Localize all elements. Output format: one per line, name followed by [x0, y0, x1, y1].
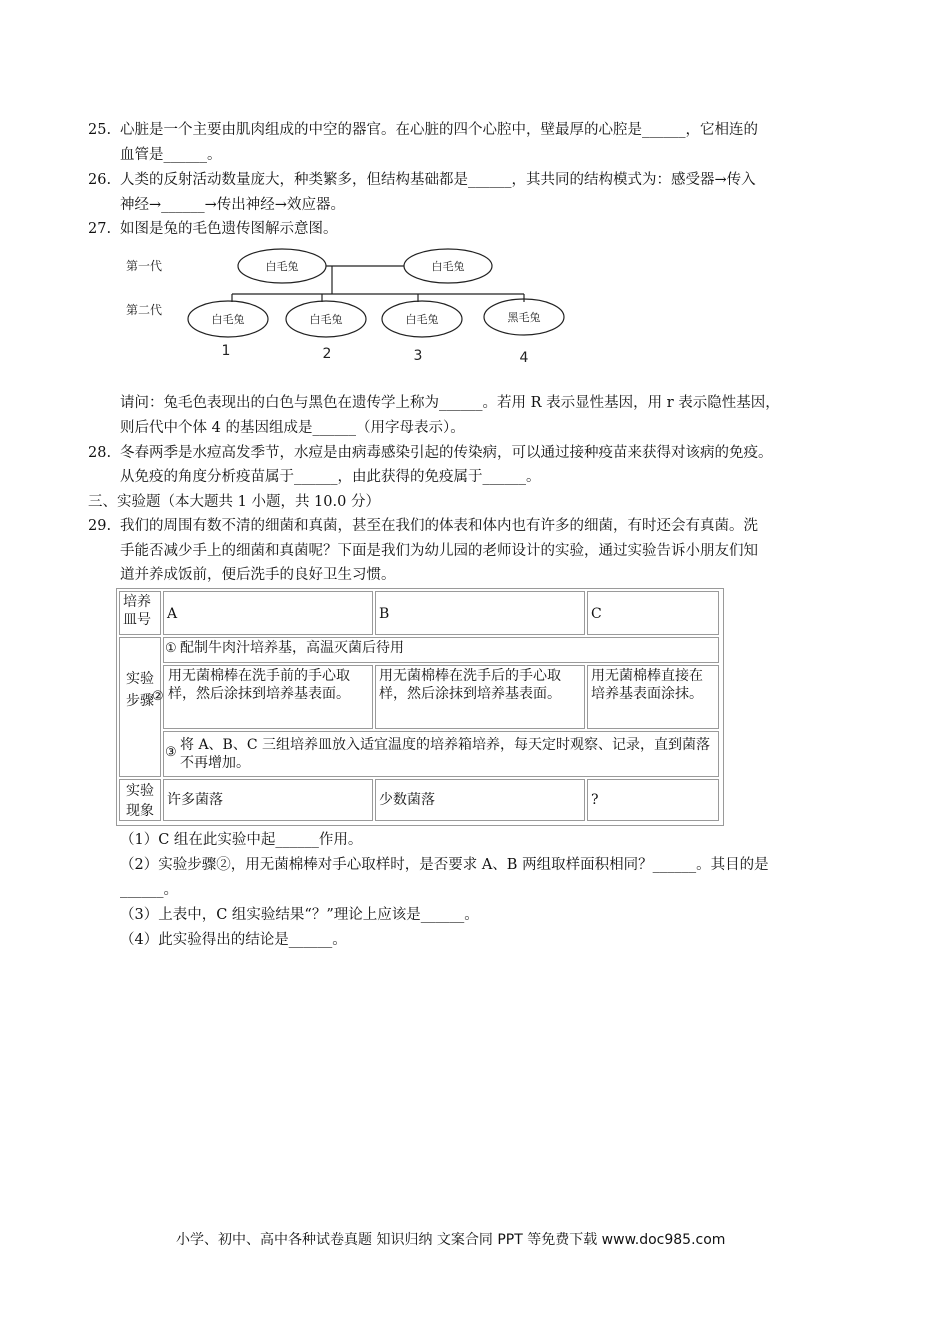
- table-result-label: 实验现象: [119, 779, 161, 821]
- table-step-1: [163, 637, 719, 663]
- question-27-line-3: 则后代中个体 4 的基因组成是______（用字母表示）。: [120, 420, 465, 436]
- question-29-number: 29.: [88, 518, 112, 534]
- child-3-label: 白毛兔: [405, 313, 439, 326]
- section-3-heading: 三、实验题（本大题共 1 小题，共 10.0 分）: [88, 494, 380, 510]
- step-3-marker: ③: [165, 745, 177, 760]
- step-2-a-text: 用无菌棉棒在洗手前的手心取样，然后涂抹到培养基表面。: [168, 668, 350, 702]
- table-step-2-c: 用无菌棉棒直接在培养基表面涂抹。: [587, 665, 719, 729]
- child-number-4: 4: [519, 350, 529, 366]
- step-1-marker: ①: [165, 641, 177, 656]
- step-2-marker: ②: [152, 689, 164, 704]
- question-26-line-2: 神经→______→传出神经→效应器。: [120, 197, 345, 213]
- question-25-line-2: 血管是______。: [120, 147, 222, 163]
- generation-2-label: 第二代: [126, 303, 163, 317]
- step-3-text: 将 A、B、C 三组培养皿放入适宜温度的培养箱培养，每天定时观察、记录，直到菌落不再增加。: [180, 737, 711, 771]
- table-header-a: A: [163, 591, 373, 635]
- table-result-b: 少数菌落: [375, 779, 585, 821]
- question-29-sub-2-line-1: （2）实验步骤②，用无菌棉棒对手心取样时，是否要求 A、B 两组取样面积相同？______。其目的是: [120, 857, 769, 873]
- question-28-number: 28.: [88, 445, 112, 461]
- question-29-sub-4: （4）此实验得出的结论是______。: [120, 932, 347, 948]
- rabbit-inheritance-diagram: [120, 246, 580, 372]
- parent-2-label: 白毛兔: [431, 260, 465, 273]
- table-header-b: B: [375, 591, 585, 635]
- question-26-line-1: 人类的反射活动数量庞大，种类繁多，但结构基础都是______，其共同的结构模式为：感受器→传入: [120, 172, 756, 188]
- question-29-line-2: 手能否减少手上的细菌和真菌呢？下面是我们为幼儿园的老师设计的实验，通过实验告诉小朋友们知: [120, 543, 758, 559]
- question-25-number: 25.: [88, 122, 112, 138]
- question-29-sub-3: （3）上表中，C 组实验结果“？”理论上应该是______。: [120, 907, 479, 923]
- question-29-sub-2-line-2: ______。: [120, 882, 178, 898]
- table-step-2-b: 用无菌棉棒在洗手后的手心取样，然后涂抹到培养基表面。: [375, 665, 585, 729]
- question-27-line-1: 如图是兔的毛色遗传图解示意图。: [120, 221, 338, 237]
- question-29-sub-1: （1）C 组在此实验中起______作用。: [120, 832, 363, 848]
- question-26-number: 26.: [88, 172, 112, 188]
- experiment-table: [116, 588, 724, 826]
- step-1-text: 配制牛肉汁培养基，高温灭菌后待用: [180, 640, 404, 656]
- question-27-number: 27.: [88, 221, 112, 237]
- question-25-line-1: 心脏是一个主要由肌肉组成的中空的器官。在心脏的四个心腔中，壁最厚的心腔是______，它相连的: [120, 122, 758, 138]
- generation-1-label: 第一代: [126, 259, 163, 273]
- footer-text: 小学、初中、高中各种试卷真题 知识归纳 文案合同 PPT 等免费下载 www.doc985.com: [176, 1232, 726, 1248]
- child-4-label: 黑毛兔: [507, 311, 541, 324]
- table-header-c: C: [587, 591, 719, 635]
- parent-1-label: 白毛兔: [265, 260, 299, 273]
- table-result-c: ?: [587, 779, 719, 821]
- question-28-line-2: 从免疫的角度分析疫苗属于______，由此获得的免疫属于______。: [120, 469, 541, 485]
- child-number-1: 1: [221, 343, 231, 359]
- table-header-dish: 培养皿号: [119, 591, 161, 635]
- child-number-3: 3: [413, 348, 423, 364]
- table-steps-label: 实验步骤: [119, 637, 161, 777]
- question-27-line-2: 请问：兔毛色表现出的白色与黑色在遗传学上称为______。若用 R 表示显性基因，用 r 表示隐性基因，: [120, 395, 780, 411]
- table-step-2-a: [152, 665, 373, 729]
- question-28-line-1: 冬春两季是水痘高发季节，水痘是由病毒感染引起的传染病，可以通过接种疫苗来获得对该病的免疫。: [120, 445, 773, 461]
- table-step-3: [163, 731, 719, 777]
- child-number-2: 2: [322, 346, 332, 362]
- table-result-a: 许多菌落: [163, 779, 373, 821]
- child-2-label: 白毛兔: [309, 313, 343, 326]
- child-1-label: 白毛兔: [211, 313, 245, 326]
- question-29-line-1: 我们的周围有数不清的细菌和真菌，甚至在我们的体表和体内也有许多的细菌，有时还会有真菌。洗: [120, 518, 758, 534]
- question-29-line-3: 道并养成饭前，便后洗手的良好卫生习惯。: [120, 567, 396, 583]
